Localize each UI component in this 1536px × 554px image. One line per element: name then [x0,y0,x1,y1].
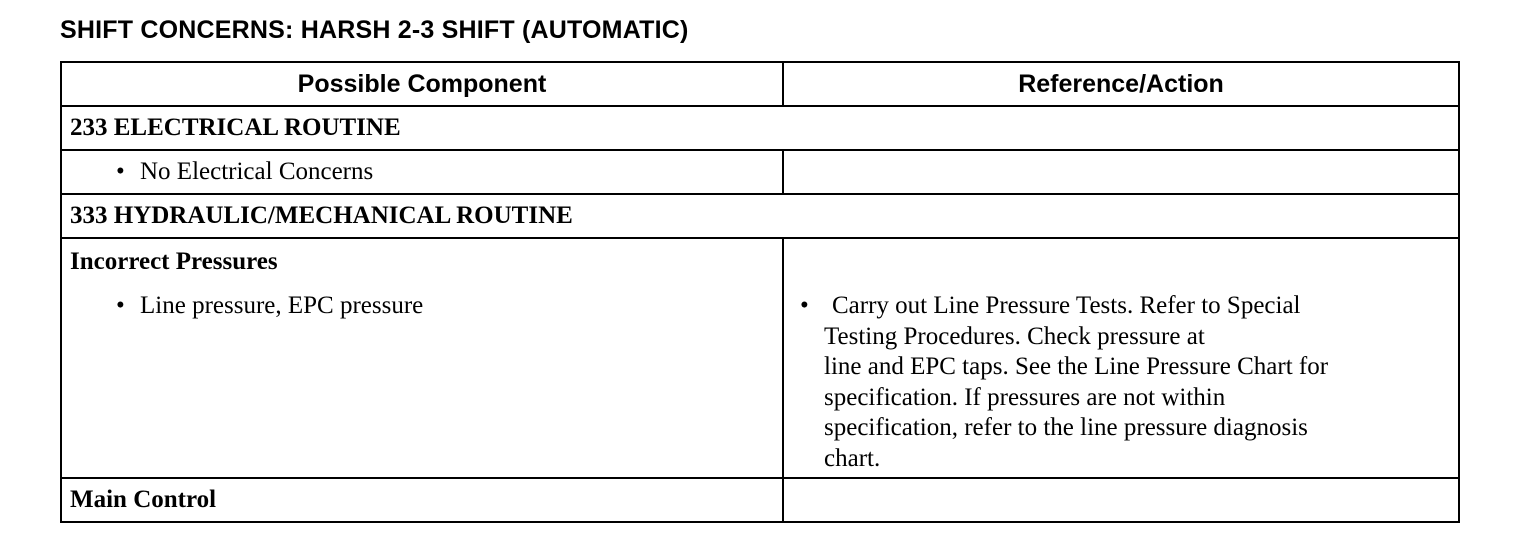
component-heading-main-control: Main Control [70,486,217,513]
action-line: line and EPC taps. See the Line Pressure Chart for [824,353,1329,380]
table-row [61,238,1459,478]
table-header-row [61,62,1459,106]
component-cell [61,238,783,478]
component-cell [61,478,783,522]
page-title: SHIFT CONCERNS: HARSH 2-3 SHIFT (AUTOMATIC) [60,16,689,44]
table-row [61,478,1459,522]
section-label: 333 HYDRAULIC/MECHANICAL ROUTINE [70,202,573,229]
component-text: No Electrical Concerns [140,158,374,185]
subheading-incorrect-pressures: Incorrect Pressures [70,248,278,275]
table-row [61,150,1459,194]
section-row-hydraulic [61,194,1459,238]
section-row-electrical [61,106,1459,150]
action-line: Carry out Line Pressure Tests. Refer to Special [832,292,1301,319]
bullet-icon: • [116,292,125,319]
component-text: Line pressure, EPC pressure [140,292,424,319]
action-line: chart. [824,444,881,472]
action-line: specification, refer to the line pressure diagnosis [824,414,1308,441]
action-cell [783,150,1459,194]
list-item [62,151,782,193]
bullet-icon: • [116,158,125,185]
section-heading-hydraulic [61,194,1459,238]
action-cell [783,238,1459,478]
action-line: specification. If pressures are not within [824,383,1226,411]
section-label: 233 ELECTRICAL ROUTINE [70,114,401,141]
column-header-component: Possible Component [61,62,783,106]
bullet-icon: • [800,292,809,319]
action-line: Testing Procedures. Check pressure at [824,322,1205,350]
section-heading-electrical [61,106,1459,150]
list-item [62,291,782,321]
shift-concerns-table [60,61,1460,523]
column-header-action: Reference/Action [783,62,1459,106]
component-cell [61,150,783,194]
action-text-block [784,291,1458,474]
action-cell [783,478,1459,522]
